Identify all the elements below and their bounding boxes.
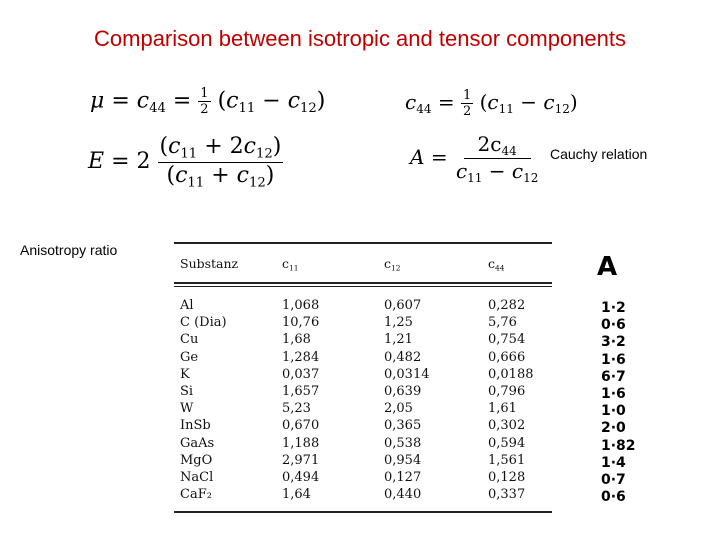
cell-c11: 0,670 bbox=[282, 418, 320, 434]
cell-c44: 0,337 bbox=[488, 487, 526, 503]
cell-substance: NaCl bbox=[180, 470, 214, 485]
table-row bbox=[174, 436, 554, 453]
anisotropy-value: 6·7 bbox=[601, 368, 626, 385]
cell-c44: 0,282 bbox=[488, 298, 526, 313]
table-top-rule bbox=[174, 242, 552, 244]
header-substance: Substanz bbox=[180, 256, 239, 271]
cell-c44: 0,666 bbox=[488, 349, 526, 365]
table-row bbox=[174, 487, 554, 504]
anisotropy-value: 1·6 bbox=[601, 351, 626, 368]
cell-c12: 1,21 bbox=[384, 332, 413, 348]
cell-c11: 1,188 bbox=[282, 435, 320, 451]
cell-c12: 0,127 bbox=[384, 470, 422, 485]
cell-c11: 1,068 bbox=[282, 298, 320, 313]
youngs-modulus-equation: E = 2 $\frac{(c_{11} + 2c_{12})}{(c_{11} + c_{12})}$ bbox=[88, 134, 282, 191]
anisotropy-value: 1·2 bbox=[601, 300, 626, 316]
table-header-rule-2 bbox=[174, 286, 552, 287]
cell-substance: MgO bbox=[180, 452, 213, 468]
cell-substance: InSb bbox=[180, 418, 211, 434]
cell-c44: 0,128 bbox=[488, 470, 526, 485]
cell-c11: 0,494 bbox=[282, 470, 320, 485]
cell-c44: 0,0188 bbox=[488, 366, 534, 382]
cell-c12: 0,440 bbox=[384, 487, 422, 503]
cell-c12: 0,954 bbox=[384, 452, 422, 468]
cell-substance: W bbox=[180, 401, 194, 417]
cell-c11: 1,284 bbox=[282, 349, 320, 365]
elastic-constants-table bbox=[174, 238, 554, 518]
cell-c11: 0,037 bbox=[282, 366, 320, 382]
cell-c12: 0,607 bbox=[384, 298, 422, 313]
table-row bbox=[174, 401, 554, 418]
cell-c11: 5,23 bbox=[282, 401, 311, 417]
table-row bbox=[174, 367, 554, 384]
table-row bbox=[174, 350, 554, 367]
anisotropy-value: 1·0 bbox=[601, 403, 626, 420]
anisotropy-value: 1·6 bbox=[601, 386, 626, 402]
cell-c44: 0,302 bbox=[488, 418, 526, 434]
cell-substance: K bbox=[180, 366, 190, 382]
cauchy-relation-label: Cauchy relation bbox=[550, 146, 648, 162]
slide-title: Comparison between isotropic and tensor components bbox=[94, 26, 626, 51]
cell-substance: C (Dia) bbox=[180, 315, 227, 331]
cell-c12: 1,25 bbox=[384, 315, 413, 331]
cell-c44: 0,754 bbox=[488, 332, 526, 348]
cell-substance: Cu bbox=[180, 332, 199, 348]
header-c44: $c_{44}$ bbox=[488, 256, 505, 273]
table-row bbox=[174, 298, 554, 315]
cell-c44: 0,796 bbox=[488, 384, 526, 399]
cauchy-equation: $c_{44}$ = $\frac{1}{2}$ $(c_{11} - c_{12})$ bbox=[405, 88, 578, 119]
cell-c12: 0,639 bbox=[384, 384, 422, 399]
cell-c12: 2,05 bbox=[384, 401, 413, 417]
anisotropy-value: 0·6 bbox=[601, 317, 626, 334]
table-row bbox=[174, 315, 554, 332]
table-row bbox=[174, 332, 554, 349]
anisotropy-column bbox=[597, 252, 647, 506]
table-bottom-rule bbox=[174, 511, 552, 513]
cell-c11: 1,64 bbox=[282, 487, 311, 503]
anisotropy-value: 0·6 bbox=[601, 489, 626, 506]
cell-c12: 0,482 bbox=[384, 349, 422, 365]
cell-substance: Si bbox=[180, 384, 194, 399]
anisotropy-header: A bbox=[597, 252, 618, 282]
table-header-rule bbox=[174, 282, 552, 284]
table-row bbox=[174, 453, 554, 470]
shear-modulus-equation: $\mu = c_{44}$ = $\frac{1}{2}$ $(c_{11} - c_{12})$ bbox=[90, 86, 326, 117]
anisotropy-equation: A = $\frac{2c_{44}}{c_{11} - c_{12}}$ bbox=[410, 132, 539, 186]
anisotropy-value: 1·4 bbox=[601, 454, 626, 471]
header-c11: $c_{11}$ bbox=[282, 256, 299, 273]
anisotropy-value: 2·0 bbox=[601, 420, 626, 437]
cell-substance: Al bbox=[180, 298, 194, 313]
anisotropy-value: 1·82 bbox=[601, 437, 636, 454]
cell-c12: 0,538 bbox=[384, 435, 422, 451]
cell-c11: 1,657 bbox=[282, 384, 320, 399]
header-c12: $c_{12}$ bbox=[384, 256, 401, 273]
cell-c11: 10,76 bbox=[282, 315, 320, 331]
cell-c11: 1,68 bbox=[282, 332, 311, 348]
anisotropy-ratio-label: Anisotropy ratio bbox=[20, 242, 118, 258]
cell-substance: CaF₂ bbox=[180, 487, 212, 503]
cell-c12: 0,0314 bbox=[384, 366, 430, 382]
cell-c44: 5,76 bbox=[488, 315, 517, 331]
cell-c44: 0,594 bbox=[488, 435, 526, 451]
anisotropy-value: 3·2 bbox=[601, 334, 626, 351]
table-row bbox=[174, 384, 554, 401]
table-row bbox=[174, 470, 554, 487]
table-row bbox=[174, 418, 554, 435]
cell-substance: GaAs bbox=[180, 435, 215, 451]
cell-c11: 2,971 bbox=[282, 452, 320, 468]
cell-c12: 0,365 bbox=[384, 418, 422, 434]
anisotropy-value: 0·7 bbox=[601, 472, 626, 488]
cell-c44: 1,61 bbox=[488, 401, 517, 417]
cell-c44: 1,561 bbox=[488, 452, 526, 468]
cell-substance: Ge bbox=[180, 349, 199, 365]
